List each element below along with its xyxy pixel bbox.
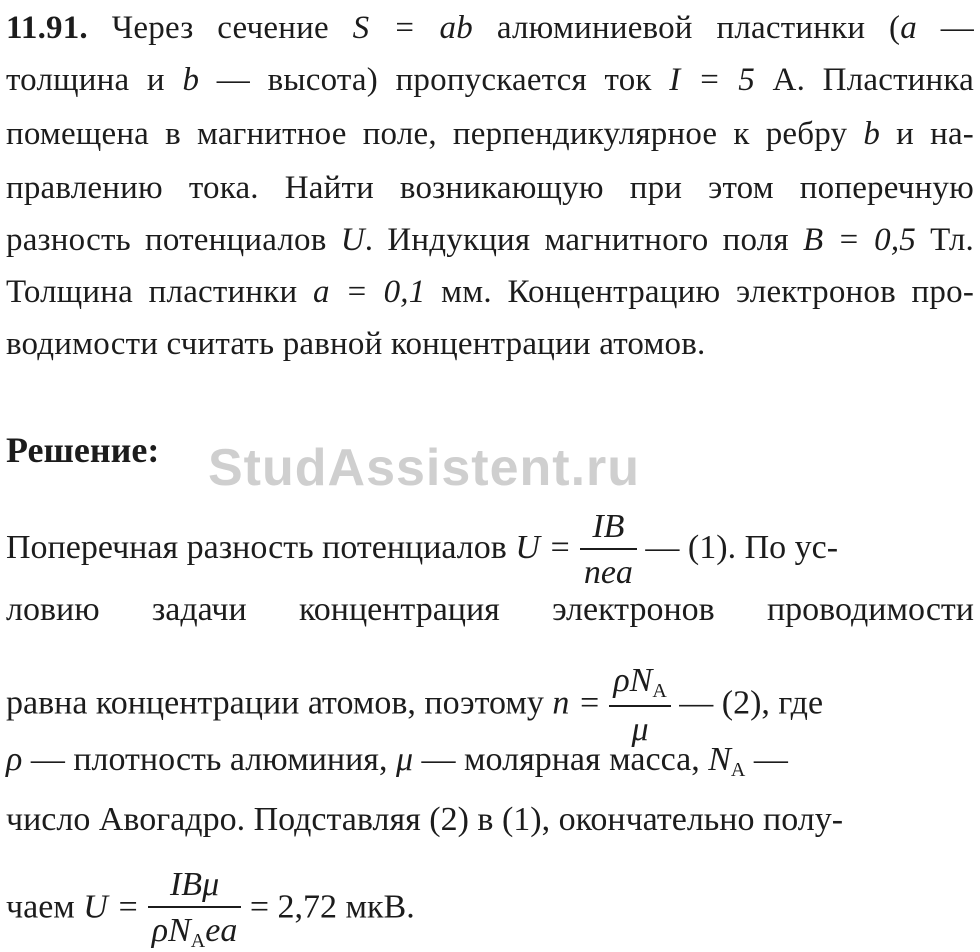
- text: — плотность алюминия,: [22, 741, 396, 778]
- problem-line-1: [6, 8, 974, 48]
- text: Поперечная разность потенциалов: [6, 528, 516, 566]
- denominator: nea: [580, 548, 637, 590]
- text: ловию задачи концентрация электронов проводимости: [6, 591, 974, 628]
- formula: μ: [395, 741, 414, 778]
- subscript: A: [190, 930, 206, 952]
- solution-line-4: [6, 740, 788, 790]
- problem-line-7: [6, 324, 974, 364]
- solution-line-2: [6, 590, 974, 630]
- text: правлению тока. Найти возникающую при этом поперечную: [6, 170, 974, 206]
- numerator: IB: [592, 508, 625, 545]
- formula: N: [708, 741, 731, 778]
- denominator: [148, 906, 242, 951]
- text: чаем: [6, 888, 84, 926]
- fraction-2: [609, 664, 670, 747]
- text: число Авогадро. Подставляя (2) в (1), окончательно полу-: [6, 801, 844, 838]
- text: водимости считать равной концентрации атомов.: [6, 326, 706, 362]
- text: ρN: [613, 662, 653, 699]
- problem-number: 11.91.: [6, 10, 88, 46]
- text: Тл.: [915, 222, 974, 258]
- text: мм. Концентрацию электронов про-: [425, 274, 975, 310]
- formula: b: [863, 116, 881, 152]
- text: толщина и: [6, 62, 183, 98]
- text: ea: [205, 912, 238, 949]
- formula: n =: [552, 684, 601, 722]
- solution-line-1: [6, 510, 838, 590]
- text: —: [745, 741, 788, 778]
- formula: ρ: [6, 741, 23, 778]
- subscript: A: [730, 759, 746, 781]
- fraction-3: [148, 868, 242, 951]
- fraction-1: [580, 510, 637, 590]
- text: — молярная масса,: [413, 741, 709, 778]
- problem-line-4: [6, 168, 974, 208]
- text: разность потенциалов: [6, 222, 341, 258]
- numerator: [609, 664, 670, 705]
- formula: U: [340, 222, 365, 258]
- text: Через сечение: [111, 10, 353, 46]
- watermark: StudAssistent.ru: [208, 439, 641, 497]
- formula: I = 5: [669, 62, 755, 98]
- problem-line-5: [6, 220, 974, 260]
- text: и на-: [880, 116, 974, 152]
- solution-line-6: [6, 868, 415, 951]
- text: алюминиевой пластинки (: [472, 10, 901, 46]
- formula: a = 0,1: [313, 274, 426, 310]
- formula: U =: [83, 888, 140, 926]
- text: — (2), где: [670, 684, 824, 722]
- solution-heading: Решение:: [6, 430, 160, 470]
- formula: S = ab: [352, 10, 473, 46]
- text: помещена в магнитное поле, перпендикулярное к ребру: [6, 116, 864, 152]
- text: . Индукция магнитного поля: [364, 222, 803, 258]
- formula: b: [182, 62, 200, 98]
- text: ρN: [151, 912, 191, 949]
- text: —: [916, 10, 974, 46]
- formula: U =: [515, 528, 572, 566]
- solution-line-5: [6, 800, 843, 840]
- problem-line-3: [6, 114, 974, 154]
- problem-line-2: [6, 60, 974, 100]
- problem-line-6: [6, 272, 974, 312]
- text: — (1). По ус-: [636, 528, 839, 566]
- text: равна концентрации атомов, поэтому: [6, 684, 553, 722]
- subscript: A: [652, 680, 667, 702]
- formula: B = 0,5: [802, 222, 916, 258]
- text: — высота) пропускается ток: [199, 62, 670, 98]
- formula: a: [900, 10, 917, 46]
- denominator: μ: [609, 705, 670, 747]
- text: = 2,72 мкВ.: [241, 888, 415, 926]
- text: А. Пластинка: [754, 62, 974, 98]
- solution-line-3: [6, 664, 823, 747]
- numerator: IBμ: [169, 866, 220, 903]
- text: Толщина пластинки: [6, 274, 314, 310]
